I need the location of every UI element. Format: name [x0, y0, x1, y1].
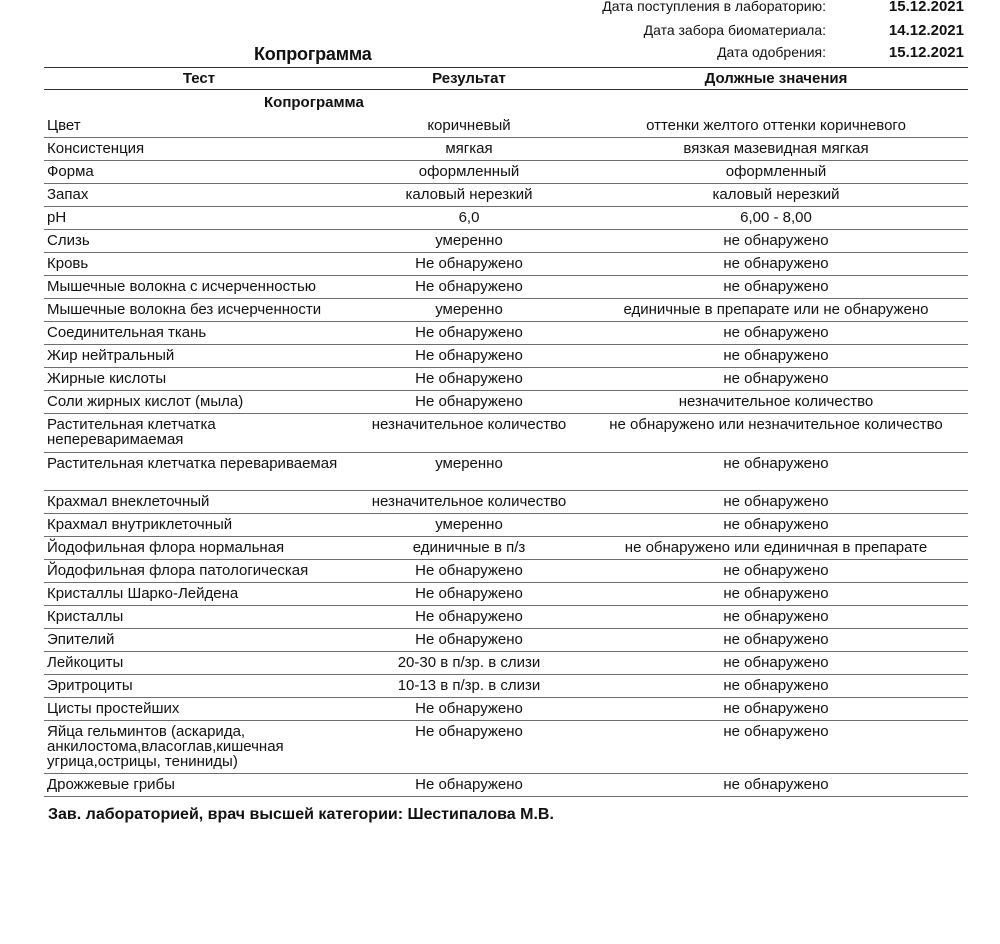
section-title: Копрограмма — [264, 94, 364, 111]
test-normal: не обнаружено — [723, 347, 829, 364]
meta-value: 14.12.2021 — [888, 21, 964, 39]
test-result: мягкая — [445, 140, 493, 157]
test-name: Мышечные волокна без исчерченности — [47, 301, 322, 318]
test-normal: не обнаружено — [723, 677, 829, 694]
test-normal: не обнаружено — [723, 562, 829, 579]
table-row — [44, 774, 968, 797]
test-result: Не обнаружено — [415, 393, 523, 410]
test-normal: не обнаружено — [723, 585, 829, 602]
test-normal: 6,00 - 8,00 — [740, 209, 812, 226]
test-normal: единичные в препарате или не обнаружено — [623, 301, 929, 318]
header-test: Тест — [182, 70, 216, 87]
signature-line: Зав. лабораторией, врач высшей категории: Шестипалова М.В. — [48, 806, 554, 823]
test-name: Цисты простейших — [47, 700, 180, 717]
table-row — [44, 322, 968, 345]
meta-label: Дата поступления в лабораторию: — [602, 0, 826, 14]
test-normal: незначительное количество — [678, 393, 874, 410]
test-name: Жир нейтральный — [47, 347, 175, 364]
test-normal: не обнаружено — [723, 654, 829, 671]
test-normal: не обнаружено или незначительное количество — [609, 416, 943, 433]
test-result: Не обнаружено — [415, 255, 523, 272]
results-table — [44, 67, 968, 797]
table-row — [44, 514, 968, 537]
table-row — [44, 453, 968, 491]
table-row — [44, 161, 968, 184]
meta-value: 15.12.2021 — [888, 43, 964, 61]
test-normal: не обнаружено — [723, 232, 829, 249]
test-name: Йодофильная флора патологическая — [47, 562, 309, 579]
table-row — [44, 391, 968, 414]
test-result: умеренно — [435, 301, 503, 318]
test-name: Запах — [47, 186, 89, 203]
table-row — [44, 138, 968, 161]
test-normal: не обнаружено — [723, 455, 829, 472]
table-row — [44, 299, 968, 322]
test-normal: не обнаружено — [723, 278, 829, 295]
table-row — [44, 368, 968, 391]
table-row — [44, 491, 968, 514]
test-result: умеренно — [435, 232, 503, 249]
test-name: Кровь — [47, 255, 89, 272]
test-result: Не обнаружено — [415, 562, 523, 579]
test-normal: оформленный — [725, 163, 827, 180]
table-row — [44, 698, 968, 721]
test-result: 20-30 в п/зр. в слизи — [397, 654, 541, 671]
test-result: Не обнаружено — [415, 723, 523, 740]
meta-value: 15.12.2021 — [888, 0, 964, 15]
meta-collected — [526, 20, 964, 40]
test-result: Не обнаружено — [415, 631, 523, 648]
test-result: 10-13 в п/зр. в слизи — [397, 677, 541, 694]
test-normal: оттенки желтого оттенки коричневого — [646, 117, 906, 134]
test-normal: каловый нерезкий — [712, 186, 840, 203]
test-name: Слизь — [47, 232, 90, 249]
test-name: Соединительная ткань — [47, 324, 207, 341]
test-name: Консистенция — [47, 140, 145, 157]
test-normal: не обнаружено — [723, 776, 829, 793]
table-row — [44, 652, 968, 675]
test-result: Не обнаружено — [415, 347, 523, 364]
test-name: Растительная клетчатка перевариваемая — [47, 455, 338, 472]
test-result: Не обнаружено — [415, 324, 523, 341]
test-name: Кристаллы — [47, 608, 124, 625]
test-result: Не обнаружено — [415, 585, 523, 602]
header-normal: Должные значения — [704, 70, 848, 87]
test-name: Растительная клетчатка непереваримаемая — [47, 416, 216, 448]
table-row — [44, 629, 968, 652]
table-row — [44, 583, 968, 606]
test-normal: не обнаружено — [723, 493, 829, 510]
test-result: Не обнаружено — [415, 700, 523, 717]
table-row — [44, 230, 968, 253]
test-name: Эпителий — [47, 631, 115, 648]
test-name: Лейкоциты — [47, 654, 124, 671]
header-result: Результат — [432, 70, 506, 87]
test-result: умеренно — [435, 516, 503, 533]
table-row — [44, 675, 968, 698]
test-normal: не обнаружено — [723, 370, 829, 387]
test-result: коричневый — [427, 117, 511, 134]
test-result: Не обнаружено — [415, 776, 523, 793]
test-result: единичные в п/з — [412, 539, 526, 556]
table-header — [44, 67, 968, 90]
test-result: умеренно — [435, 455, 503, 472]
test-name: Мышечные волокна с исчерченностью — [47, 278, 317, 295]
test-result: незначительное количество — [371, 493, 567, 510]
test-result: незначительное количество — [371, 416, 567, 433]
table-row — [44, 276, 968, 299]
test-normal: не обнаружено — [723, 723, 829, 740]
test-normal: не обнаружено или единичная в препарате — [624, 539, 928, 556]
test-name: Яйца гельминтов (аскарида, анкилостома,власоглав,кишечная угрица,острицы, тениниды) — [47, 723, 284, 770]
test-normal: вязкая мазевидная мягкая — [683, 140, 869, 157]
test-result: оформленный — [418, 163, 520, 180]
test-normal: не обнаружено — [723, 608, 829, 625]
test-normal: не обнаружено — [723, 255, 829, 272]
test-result: Не обнаружено — [415, 370, 523, 387]
test-normal: не обнаружено — [723, 324, 829, 341]
test-name: Соли жирных кислот (мыла) — [47, 393, 244, 410]
table-row — [44, 253, 968, 276]
document-title: Копрограмма — [254, 44, 372, 64]
table-row — [44, 184, 968, 207]
test-normal: не обнаружено — [723, 516, 829, 533]
test-normal: не обнаружено — [723, 631, 829, 648]
meta-approved — [526, 42, 964, 62]
test-name: Цвет — [47, 117, 81, 134]
table-row — [44, 207, 968, 230]
test-name: pH — [47, 209, 67, 226]
meta-label: Дата одобрения: — [717, 44, 826, 60]
test-normal: не обнаружено — [723, 700, 829, 717]
test-result: Не обнаружено — [415, 278, 523, 295]
test-name: Дрожжевые грибы — [47, 776, 175, 793]
test-result: каловый нерезкий — [405, 186, 533, 203]
table-row — [44, 721, 968, 774]
meta-label: Дата забора биоматериала: — [643, 22, 826, 38]
table-row — [44, 537, 968, 560]
test-name: Эритроциты — [47, 677, 133, 694]
test-name: Крахмал внутриклеточный — [47, 516, 233, 533]
table-row — [44, 606, 968, 629]
test-name: Жирные кислоты — [47, 370, 167, 387]
table-row — [44, 345, 968, 368]
test-name: Кристаллы Шарко-Лейдена — [47, 585, 239, 602]
table-row — [44, 560, 968, 583]
test-name: Форма — [47, 163, 94, 180]
meta-received — [526, 0, 964, 16]
test-name: Крахмал внеклеточный — [47, 493, 210, 510]
table-row — [44, 414, 968, 453]
table-row — [44, 115, 968, 138]
test-name: Йодофильная флора нормальная — [47, 539, 285, 556]
test-result: Не обнаружено — [415, 608, 523, 625]
test-result: 6,0 — [458, 209, 480, 226]
